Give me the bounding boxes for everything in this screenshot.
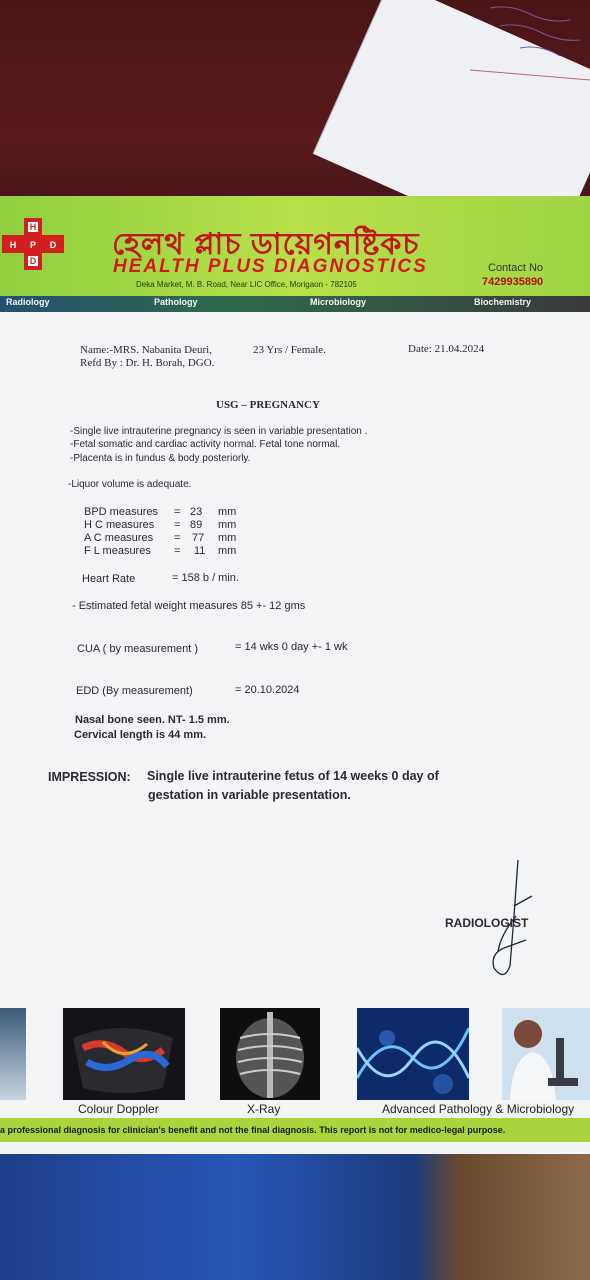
cervical-length-note: Cervical length is 44 mm. <box>74 729 207 741</box>
caption-colour-doppler: Colour Doppler <box>78 1102 159 1116</box>
logo-letter: D <box>49 240 57 250</box>
patient-name: Name:-MRS. Nabanita Deuri, <box>80 344 212 356</box>
hospital-cross-logo <box>2 218 64 270</box>
report-title: USG – PREGNANCY <box>216 399 320 411</box>
finding-line: -Single live intrauterine pregnancy is seen in variable presentation . <box>70 426 368 437</box>
edd-value: = 20.10.2024 <box>235 684 300 696</box>
report-sheet <box>0 196 590 1154</box>
cua-value: = 14 wks 0 day +- 1 wk <box>235 641 348 653</box>
measurement-label: H C measures <box>84 519 155 531</box>
signatory-title: RADIOLOGIST <box>445 916 529 930</box>
logo-letter: H <box>9 240 17 250</box>
referred-by: Refd By : Dr. H. Borah, DGO. <box>80 357 215 369</box>
measurement-sep: = <box>174 532 181 544</box>
microscope-image <box>502 1008 590 1100</box>
fetal-weight: - Estimated fetal weight measures 85 +- 12 gms <box>72 600 306 612</box>
logo-letter: D <box>29 256 37 266</box>
heart-rate-label: Heart Rate <box>82 573 136 585</box>
measurement-label: F L measures <box>84 545 151 557</box>
measurement-unit: mm <box>218 506 237 518</box>
liquor-note: -Liquor volume is adequate. <box>68 479 192 490</box>
clinic-address: Deka Market, M. B. Road, Near LIC Office, Morigaon - 782105 <box>136 280 357 289</box>
caption-advanced-pathology: Advanced Pathology & Microbiology <box>382 1102 575 1116</box>
finding-line: -Placenta is in fundus & body posteriorly. <box>70 453 251 464</box>
contact-label: Contact No <box>488 262 544 274</box>
dept-microbiology: Microbiology <box>310 297 366 307</box>
heart-rate-value: = 158 b / min. <box>172 572 239 584</box>
brand-name: HEALTH PLUS DIAGNOSTICS <box>113 256 428 277</box>
caption-x-ray: X-Ray <box>247 1102 281 1116</box>
patient-age-sex: 23 Yrs / Female. <box>253 344 326 356</box>
measurement-label: BPD measures <box>84 506 158 518</box>
logo-letter: H <box>29 222 37 232</box>
contact-number: 7429935890 <box>482 276 544 288</box>
footer-disclaimer: a professional diagnosis for clinician's benefit and not the final diagnosis. This report is not for medico-legal purpose. <box>0 1125 506 1135</box>
background-fabric <box>0 1150 590 1280</box>
dept-biochemistry: Biochemistry <box>474 297 532 307</box>
measurement-value: 11 <box>194 545 206 557</box>
logo-letter: P <box>29 240 37 250</box>
report-date: Date: 21.04.2024 <box>408 343 485 355</box>
x-ray-image <box>220 1008 320 1100</box>
dna-image <box>357 1008 469 1100</box>
dept-pathology: Pathology <box>154 297 198 307</box>
measurement-value: 77 <box>192 532 205 544</box>
edd-label: EDD (By measurement) <box>76 685 193 697</box>
cua-label: CUA ( by measurement ) <box>77 643 199 655</box>
impression-text-line1: Single live intrauterine fetus of 14 weeks 0 day of <box>147 769 439 783</box>
measurement-sep: = <box>174 519 181 531</box>
measurement-unit: mm <box>218 532 237 544</box>
measurement-value: 89 <box>190 519 203 531</box>
finding-line: -Fetal somatic and cardiac activity normal. Fetal tone normal. <box>70 439 341 450</box>
measurement-unit: mm <box>218 519 237 531</box>
measurement-unit: mm <box>218 545 237 557</box>
background-handwriting <box>470 0 590 90</box>
measurement-sep: = <box>174 545 181 557</box>
measurement-value: 23 <box>190 506 203 518</box>
impression-label: IMPRESSION: <box>48 770 131 784</box>
brand-name-bengali: হেলথ প্লাচ ডায়েগনষ্টিকচ <box>112 228 420 261</box>
impression-text-line2: gestation in variable presentation. <box>148 788 351 802</box>
service-photo-partial <box>0 1008 26 1100</box>
measurement-label: A C measures <box>84 532 154 544</box>
nasal-bone-note: Nasal bone seen. NT- 1.5 mm. <box>75 714 230 726</box>
measurement-sep: = <box>174 506 181 518</box>
dept-radiology: Radiology <box>6 297 50 307</box>
colour-doppler-image <box>63 1008 185 1100</box>
